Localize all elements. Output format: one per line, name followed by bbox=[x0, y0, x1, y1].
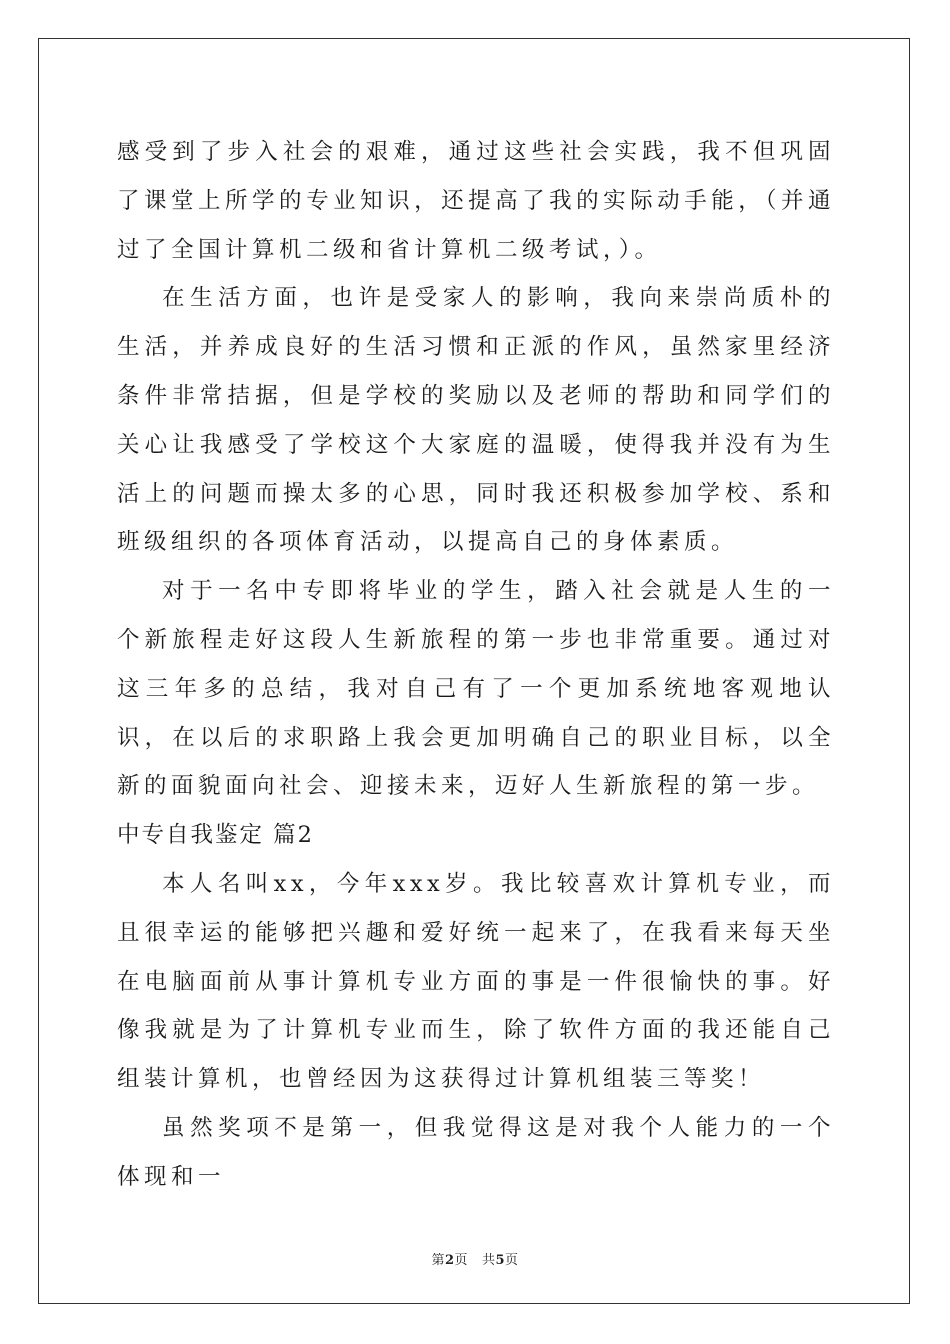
page-prefix: 第 bbox=[431, 1253, 445, 1268]
paragraph-introduction: 本人名叫xx，今年xxx岁。我比较喜欢计算机专业，而且很幸运的能够把兴趣和爱好统一起来了，在我看来每天坐在电脑面前从事计算机专业方面的事是一件很愉快的事。好像我就是为了计算机专业而生，除了软件方面的我还能自己组装计算机，也曾经因为这获得过计算机组装三等奖！ bbox=[117, 870, 835, 1093]
paragraph-continuation: 感受到了步入社会的艰难，通过这些社会实践，我不但巩固了课堂上所学的专业知识，还提高了我的实际动手能，（并通过了全国计算机二级和省计算机二级考试，）。 bbox=[117, 139, 835, 263]
page-footer bbox=[0, 1249, 950, 1268]
page-suffix: 页 bbox=[454, 1253, 469, 1268]
total-prefix: 共 bbox=[481, 1253, 496, 1268]
document-body bbox=[117, 128, 835, 1202]
paragraph-life: 在生活方面，也许是受家人的影响，我向来崇尚质朴的生活，并养成良好的生活习惯和正派的作风，虽然家里经济条件非常拮据，但是学校的奖励以及老师的帮助和同学们的关心让我感受了学校这个大家庭的温暖，使得我并没有为生活上的问题而操太多的心思，同时我还积极参加学校、系和班级组织的各项体育活动，以提高自己的身体素质。 bbox=[117, 285, 835, 556]
paragraph-award: 虽然奖项不是第一，但我觉得这是对我个人能力的一个体现和一 bbox=[117, 1114, 835, 1190]
page-number: 2 bbox=[444, 1253, 455, 1268]
section-heading: 中专自我鉴定 篇2 bbox=[117, 822, 314, 849]
total-pages: 5 bbox=[495, 1253, 506, 1268]
paragraph-graduation: 对于一名中专即将毕业的学生，踏入社会就是人生的一个新旅程走好这段人生新旅程的第一步也非常重要。通过对这三年多的总结，我对自己有了一个更加系统地客观地认识，在以后的求职路上我会更加明确自己的职业目标，以全新的面貌面向社会、迎接未来，迈好人生新旅程的第一步。 bbox=[117, 578, 835, 800]
total-suffix: 页 bbox=[505, 1253, 519, 1268]
